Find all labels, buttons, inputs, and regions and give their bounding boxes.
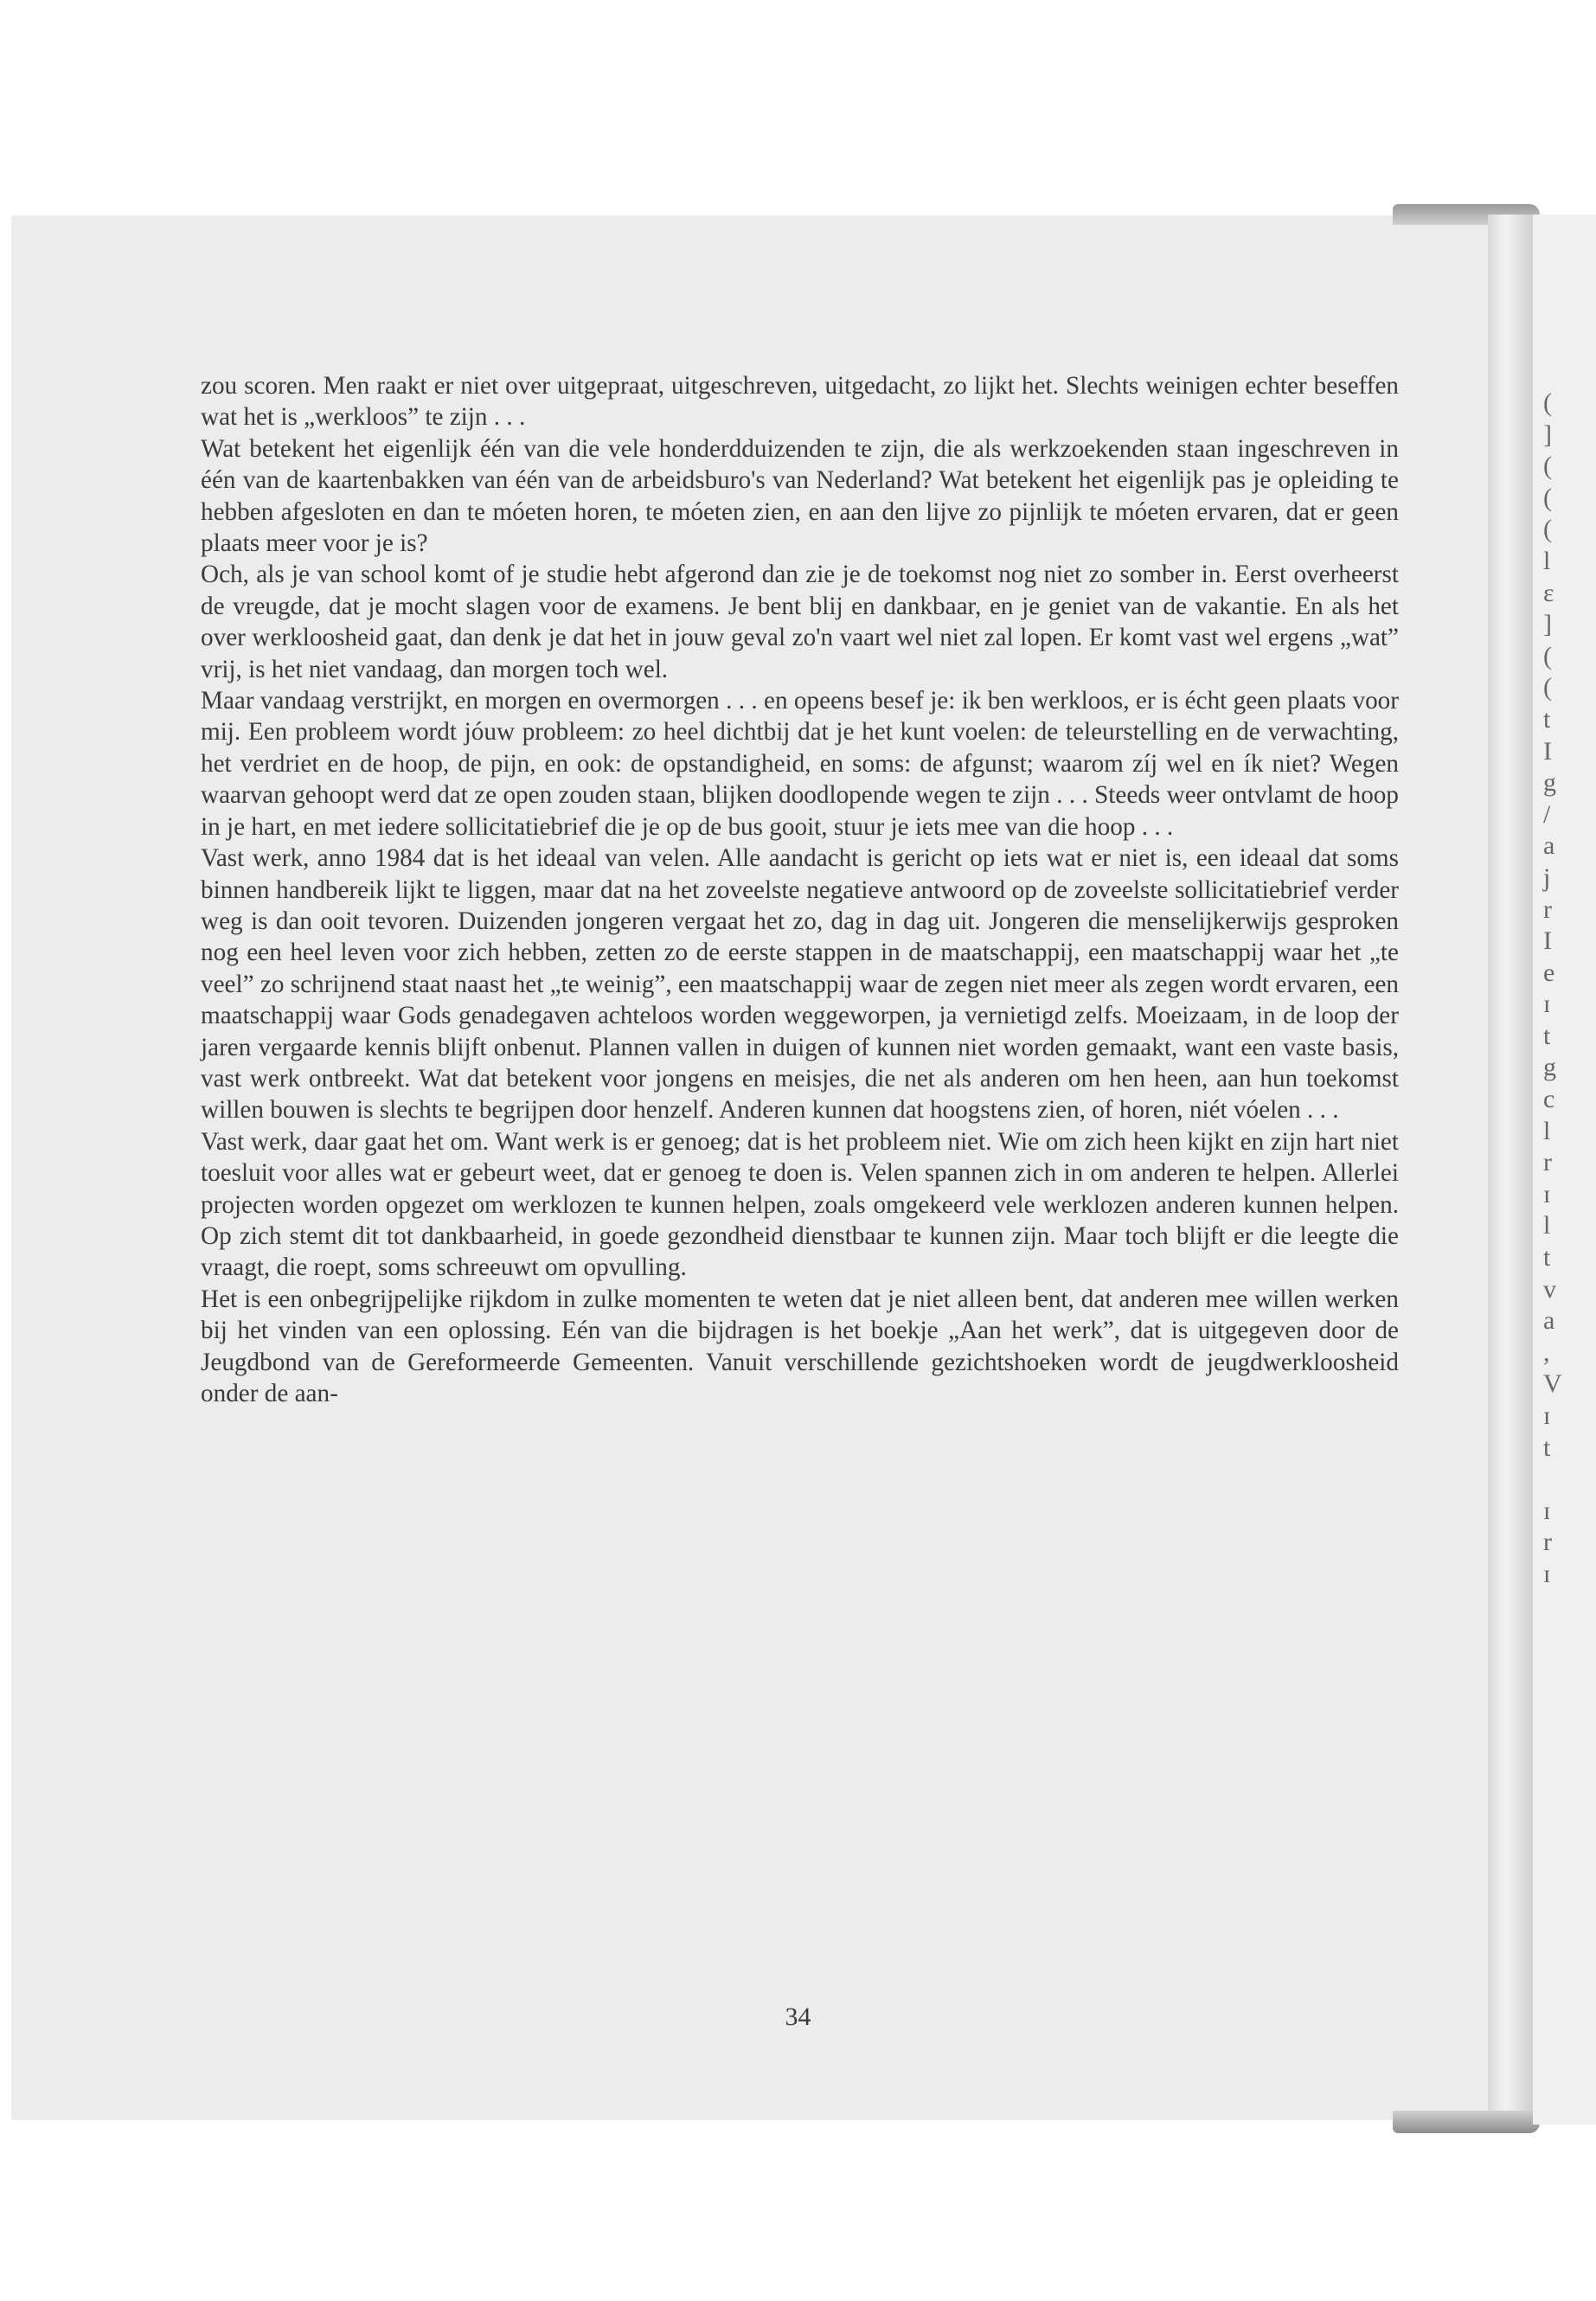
book-spine — [1488, 215, 1533, 2125]
facing-page-letters — [1543, 388, 1586, 1591]
facing-page-letter: j — [1543, 862, 1551, 892]
facing-page-letter: ɛ — [1543, 578, 1554, 607]
facing-page-letter: ( — [1543, 452, 1552, 481]
facing-page-letter: I — [1543, 926, 1552, 956]
facing-page-letter: ( — [1543, 483, 1552, 512]
binding-bottom-edge — [1393, 2111, 1540, 2133]
facing-page-letter: t — [1543, 1021, 1551, 1050]
facing-page-letter: a — [1543, 1306, 1555, 1336]
facing-page-letter: ɪ — [1543, 1496, 1551, 1525]
facing-page-letter: l — [1543, 1211, 1551, 1240]
facing-page-letter: I — [1543, 736, 1552, 766]
facing-page-letter: ( — [1543, 515, 1552, 544]
paragraph: Wat betekent het eigenlijk één van die vele honderdduizenden te zijn, die als werkzoekenden staan ingeschreven in één van de kaartenbakken van één van de arbeidsburo's van Nederland? Wat betekent het eigenlijk pas je opleiding te hebben afgesloten en dan te móeten horen, te móeten zien, en aan den lijve zo pijnlijk te móeten ervaren, dat er geen plaats meer voor je is? — [201, 434, 1399, 558]
paragraph: Maar vandaag verstrijkt, en morgen en overmorgen . . . en opeens besef je: ik ben werkloos, er is écht geen plaats voor mij. Een probleem wordt jóuw probleem: zo heel dichtbij dat je het kunt voelen: de teleurstelling en de verwachting, het verdriet en de hoop, de pijn, en ook: de opstandigheid, en soms: de afgunst; waarom zíj wel en ík niet? Wegen waarvan gehoopt werd dat ze open zouden staan, blijken doodlopende wegen te zijn . . . Steeds weer ontvlamt de hoop in je hart, en met iedere sollicitatiebrief die je op de bus gooit, stuur je iets mee van die hoop . . . — [201, 687, 1399, 841]
facing-page-letter: ɪ — [1543, 1401, 1551, 1430]
paragraph: Vast werk, daar gaat het om. Want werk is er genoeg; dat is het probleem niet. Wie om zich heen kijkt en zijn hart niet toesluit voor alles wat er gebeurt weet, dat er genoeg te doen is. Velen spannen zich in om anderen te helpen. Allerlei projecten worden opgezet om werklozen te kunnen helpen, zoals omgekeerd vele werklozen anderen kunnen helpen. Op zich stemt dit tot dankbaarheid, in goede gezondheid dienstbaar te kunnen zijn. Maar toch blijft er die leegte die vraagt, die roept, soms schreeuwt om opvulling. — [201, 1127, 1399, 1282]
facing-page-letter: ( — [1543, 388, 1552, 417]
facing-page-letter: ɪ — [1543, 990, 1551, 1019]
paragraph: zou scoren. Men raakt er niet over uitgepraat, uitgeschreven, uitgedacht, zo lijkt het. Slechts weinigen echter beseffen wat het is „werkloos” te zijn . . . — [201, 372, 1399, 432]
facing-page-letter: g — [1543, 768, 1556, 798]
facing-page-letter: l — [1543, 1116, 1551, 1145]
body-text — [201, 370, 1399, 1409]
facing-page-edge — [1533, 215, 1596, 2125]
facing-page-letter: r — [1543, 894, 1552, 924]
facing-page-letter: e — [1543, 958, 1555, 987]
facing-page-letter: ( — [1543, 673, 1552, 702]
facing-page-letter: v — [1543, 1274, 1556, 1304]
facing-page-letter: ɪ — [1543, 1559, 1551, 1588]
facing-page-letter: a — [1543, 831, 1555, 861]
facing-page-letter: c — [1543, 1085, 1555, 1114]
paragraph: Het is een onbegrijpelijke rijkdom in zulke momenten te weten dat je niet alleen bent, dat anderen mee willen werken bij het vinden van een oplossing. Eén van die bijdragen is het boekje „Aan het werk”, dat is uitgegeven door de Jeugdbond van de Gereformeerde Gemeenten. Vanuit verschillende gezichtshoeken wordt de jeugdwerkloosheid onder de aan- — [201, 1285, 1399, 1407]
facing-page-letter: ( — [1543, 641, 1552, 670]
facing-page-letter: t — [1543, 1433, 1551, 1462]
facing-page-letter: V — [1543, 1369, 1562, 1399]
facing-page-letter: ɪ — [1543, 1179, 1551, 1208]
facing-page-letter: r — [1543, 1528, 1552, 1557]
facing-page-letter: t — [1543, 704, 1551, 734]
facing-page-letter: ] — [1543, 610, 1552, 639]
facing-page-letter: , — [1543, 1337, 1550, 1367]
facing-page-letter: g — [1543, 1053, 1556, 1082]
paragraph: Och, als je van school komt of je studie hebt afgerond dan zie je de toekomst nog niet zo somber in. Eerst overheerst de vreugde, dat je mocht slagen voor de examens. Je bent blij en dankbaar, en je geniet van de vakantie. En als het over werkloosheid gaat, dan denk je dat het in jouw geval zo'n vaart wel niet zal lopen. Er komt vast wel ergens „wat” vrij, is het niet vandaag, dan morgen toch wel. — [201, 561, 1399, 683]
facing-page-letter: r — [1543, 1148, 1552, 1177]
page-number: 34 — [785, 2003, 811, 2031]
paragraph: Vast werk, anno 1984 dat is het ideaal van velen. Alle aandacht is gericht op iets wat er niet is, een ideaal dat soms binnen handbereik lijkt te liggen, maar dat na het zoveelste negatieve antwoord op de zoveelste sollicitatiebrief verder weg is dan ooit tevoren. Duizenden jongeren vergaat het zo, dag in dag uit. Jongeren die menselijkerwijs gesproken nog een heel leven voor zich hebben, zetten zo de eerste stappen in de maatschappij, een maatschappij waar het „te veel” zo schrijnend staat naast het „te weinig”, een maatschappij waar de zegen niet meer als zegen wordt ervaren, een maatschappij waar Gods genadegaven achteloos worden weggeworpen, ja vernietigd zelfs. Moeizaam, in de loop der jaren vergaarde kennis blijft onbenut. Plannen vallen in duigen of kunnen niet worden gemaakt, want een vaste basis, vast werk ontbreekt. Wat dat betekent voor jongens en meisjes, die net als anderen om hen heen, aan hun toekomst willen bouwen is slechts te begrijpen door henzelf. Anderen kunnen dat hoogstens zien, of horen, niét vóelen . . . — [201, 844, 1399, 1125]
facing-page-letter: / — [1543, 799, 1551, 829]
facing-page-letter: ] — [1543, 420, 1552, 449]
facing-page-letter: t — [1543, 1243, 1551, 1272]
facing-page-letter — [1543, 1464, 1586, 1496]
facing-page-letter: l — [1543, 546, 1551, 575]
